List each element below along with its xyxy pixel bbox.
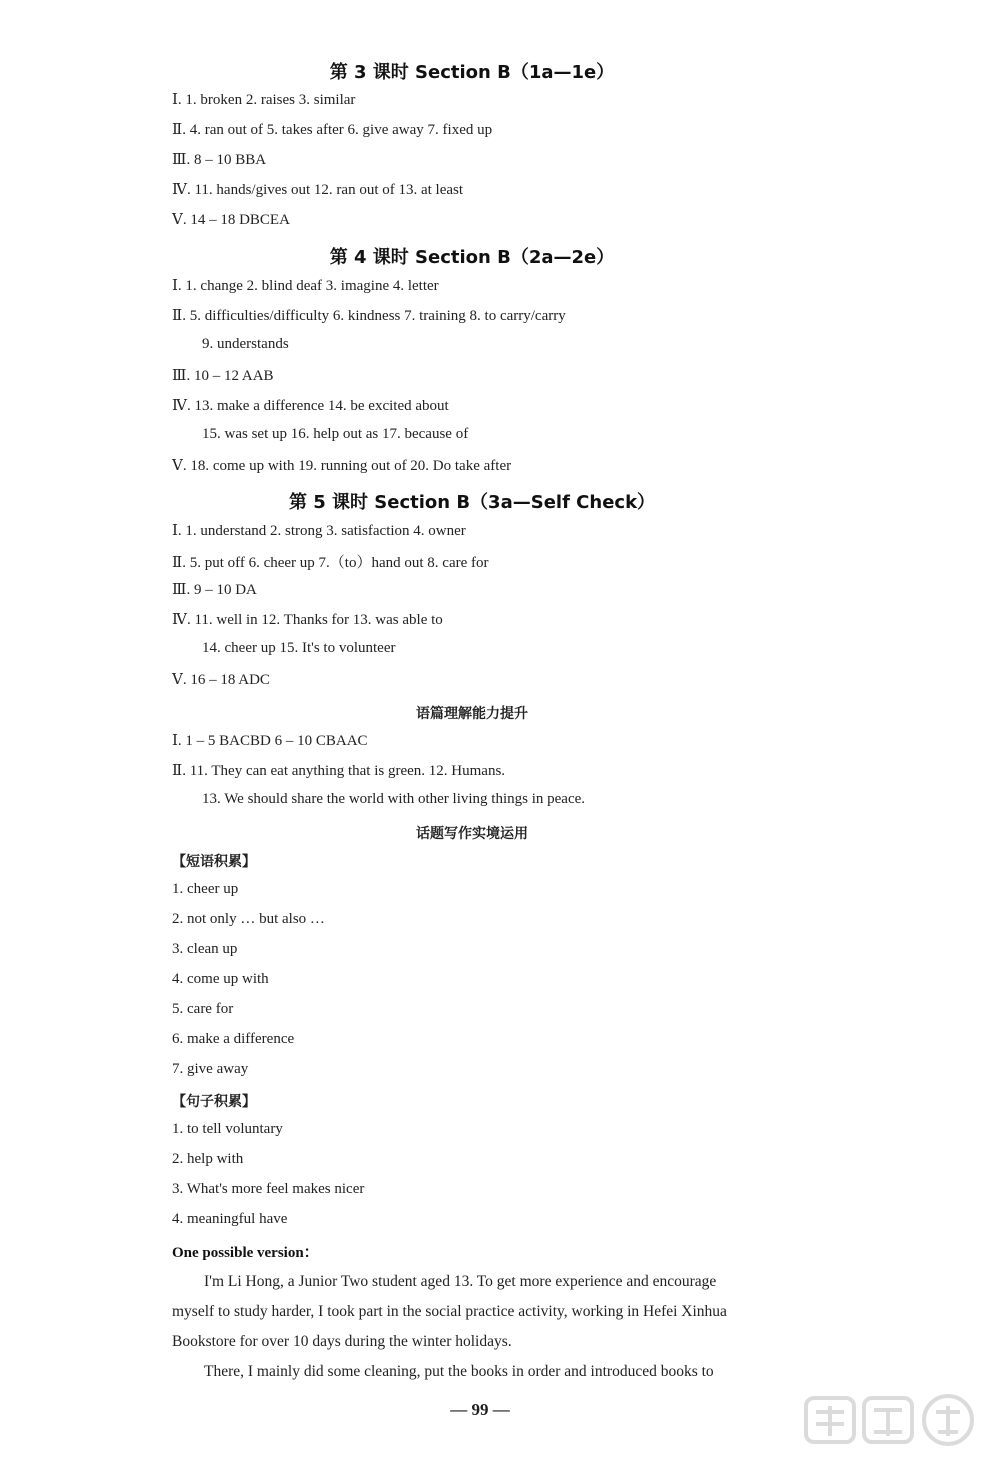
subsection-title-reading: 语篇理解能力提升 [416,706,528,722]
watermark-logo-icon [802,1392,982,1466]
essay-line: Bookstore for over 10 days during the winter holidays. [172,1333,512,1350]
answer-line: 15. was set up 16. help out as 17. because of [202,426,469,442]
section-title-lesson-5: 第 5 课时 Section B（3a—Self Check） [288,492,656,513]
phrase-item: 5. care for [172,1001,234,1017]
section-title-lesson-4: 第 4 课时 Section B（2a—2e） [329,247,615,268]
essay-line: There, I mainly did some cleaning, put the books in order and introduced books to [204,1363,714,1380]
subsection-title-writing: 话题写作实境运用 [416,826,528,842]
answer-line: Ⅳ. 13. make a difference 14. be excited about [172,398,449,414]
answer-line: Ⅳ. 11. hands/gives out 12. ran out of 13. at least [172,182,464,198]
sentence-heading: 【句子积累】 [172,1094,256,1110]
essay-line: I'm Li Hong, a Junior Two student aged 13. To get more experience and encourage [204,1273,717,1290]
answer-line: Ⅰ. 1 – 5 BACBD 6 – 10 CBAAC [172,733,368,749]
section-title-lesson-3: 第 3 课时 Section B（1a—1e） [329,62,615,83]
answer-line: Ⅲ. 8 – 10 BBA [172,152,267,168]
phrase-item: 1. cheer up [172,881,239,897]
answer-line: Ⅱ. 11. They can eat anything that is green. 12. Humans. [172,763,506,779]
answer-line: Ⅰ. 1. understand 2. strong 3. satisfaction 4. owner [172,523,466,539]
phrase-item: 2. not only … but also … [172,911,325,927]
answer-line: 13. We should share the world with other living things in peace. [202,791,586,807]
answer-line: Ⅱ. 5. put off 6. cheer up 7.（to）hand out 8. care for [172,555,489,571]
answer-line: Ⅲ. 10 – 12 AAB [172,368,274,384]
version-label: One possible version： [172,1245,319,1261]
essay-line: myself to study harder, I took part in the social practice activity, working in Hefei Xinhua [172,1303,727,1320]
sentence-item: 2. help with [172,1151,244,1167]
answer-line: Ⅱ. 4. ran out of 5. takes after 6. give away 7. fixed up [172,122,493,138]
answer-line: Ⅴ. 16 – 18 ADC [172,672,270,688]
answer-line: Ⅰ. 1. broken 2. raises 3. similar [172,92,356,108]
sentence-item: 4. meaningful have [172,1211,288,1227]
answer-line: Ⅰ. 1. change 2. blind deaf 3. imagine 4. letter [172,278,439,294]
phrase-item: 6. make a difference [172,1031,295,1047]
phrase-item: 4. come up with [172,971,269,987]
sentence-item: 1. to tell voluntary [172,1121,283,1137]
answer-line: Ⅴ. 14 – 18 DBCEA [172,212,290,228]
page-number: — 99 — [450,1400,510,1419]
answer-line: Ⅳ. 11. well in 12. Thanks for 13. was able to [172,612,443,628]
phrase-heading: 【短语积累】 [172,854,256,870]
answer-line: Ⅱ. 5. difficulties/difficulty 6. kindness 7. training 8. to carry/carry [172,308,566,324]
sentence-item: 3. What's more feel makes nicer [172,1181,365,1197]
answer-line: 9. understands [202,336,289,352]
answer-line: Ⅲ. 9 – 10 DA [172,582,257,598]
phrase-item: 7. give away [172,1061,249,1077]
answer-line: Ⅴ. 18. come up with 19. running out of 20. Do take after [172,458,512,474]
answer-line: 14. cheer up 15. It's to volunteer [202,640,396,656]
phrase-item: 3. clean up [172,941,238,957]
